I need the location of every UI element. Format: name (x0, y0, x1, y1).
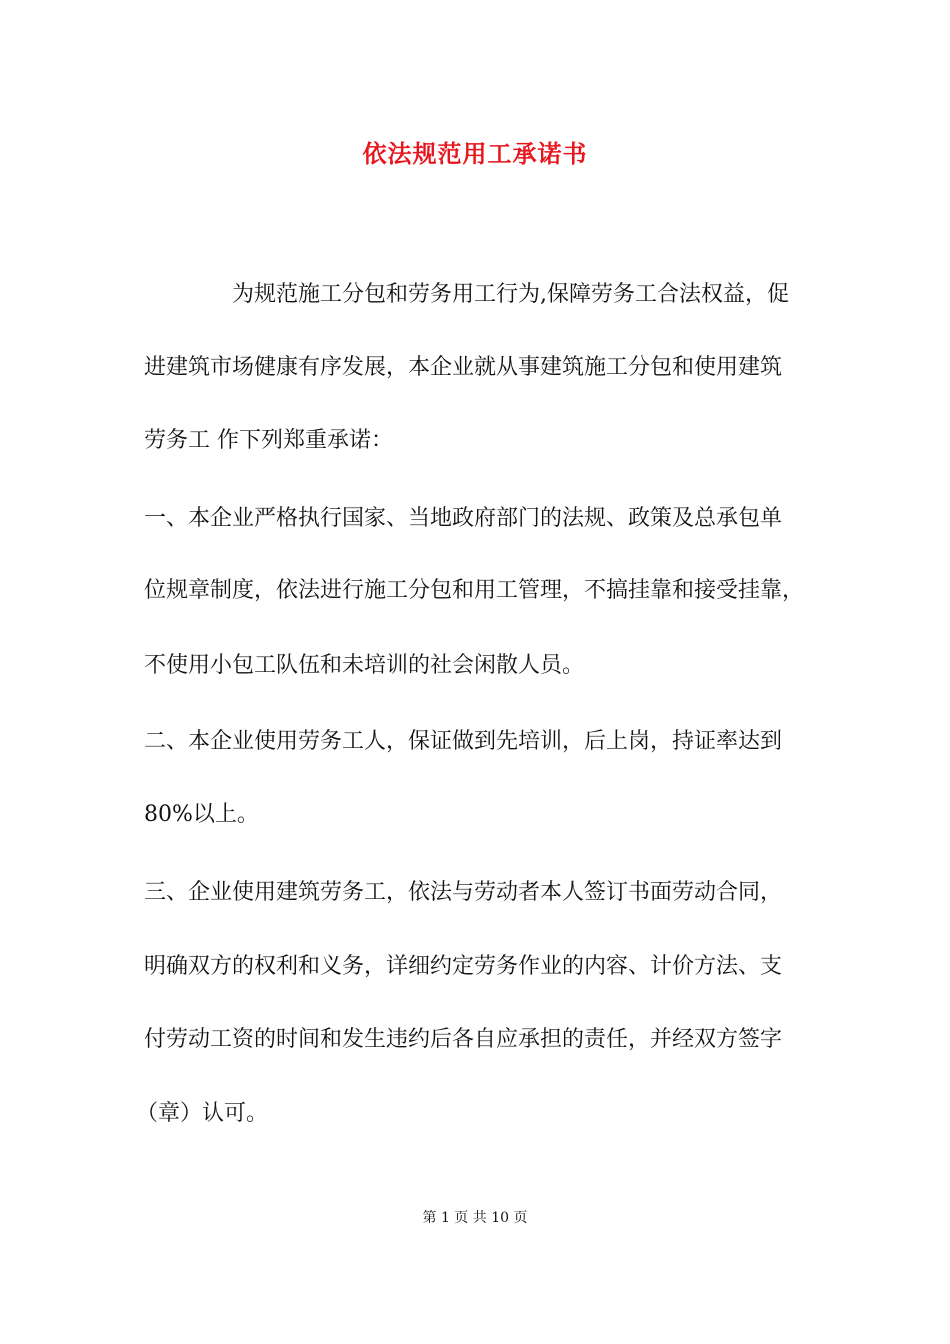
paragraph-line-4: 一、本企业严格执行国家、当地政府部门的法规、政策及总承包单 (144, 506, 783, 531)
paragraph-line-7: 二、本企业使用劳务工人，保证做到先培训，后上岗，持证率达到 (144, 729, 783, 754)
paragraph-line-6: 不使用小包工队伍和未培训的社会闲散人员。 (144, 653, 585, 678)
paragraph-line-12: （章）认可。 (136, 1101, 269, 1126)
paragraph-line-3: 劳务工 作下列郑重承诺： (144, 428, 393, 453)
paragraph-line-1: 为规范施工分包和劳务用工行为,保障劳务工合法权益，促 (232, 282, 789, 307)
paragraph-line-2: 进建筑市场健康有序发展，本企业就从事建筑施工分包和使用建筑 (144, 355, 783, 380)
paragraph-line-5: 位规章制度，依法进行施工分包和用工管理，不搞挂靠和接受挂靠， (144, 578, 805, 603)
page-footer: 第 1 页 共 10 页 (422, 1210, 528, 1226)
document-title: 依法规范用工承诺书 (362, 139, 588, 168)
paragraph-line-9: 三、企业使用建筑劳务工，依法与劳动者本人签订书面劳动合同， (144, 880, 783, 905)
paragraph-line-10: 明确双方的权利和义务，详细约定劳务作业的内容、计价方法、支 (144, 954, 783, 979)
paragraph-line-11: 付劳动工资的时间和发生违约后各自应承担的责任，并经双方签字 (144, 1027, 783, 1052)
paragraph-line-8: 80%以上。 (144, 802, 259, 827)
